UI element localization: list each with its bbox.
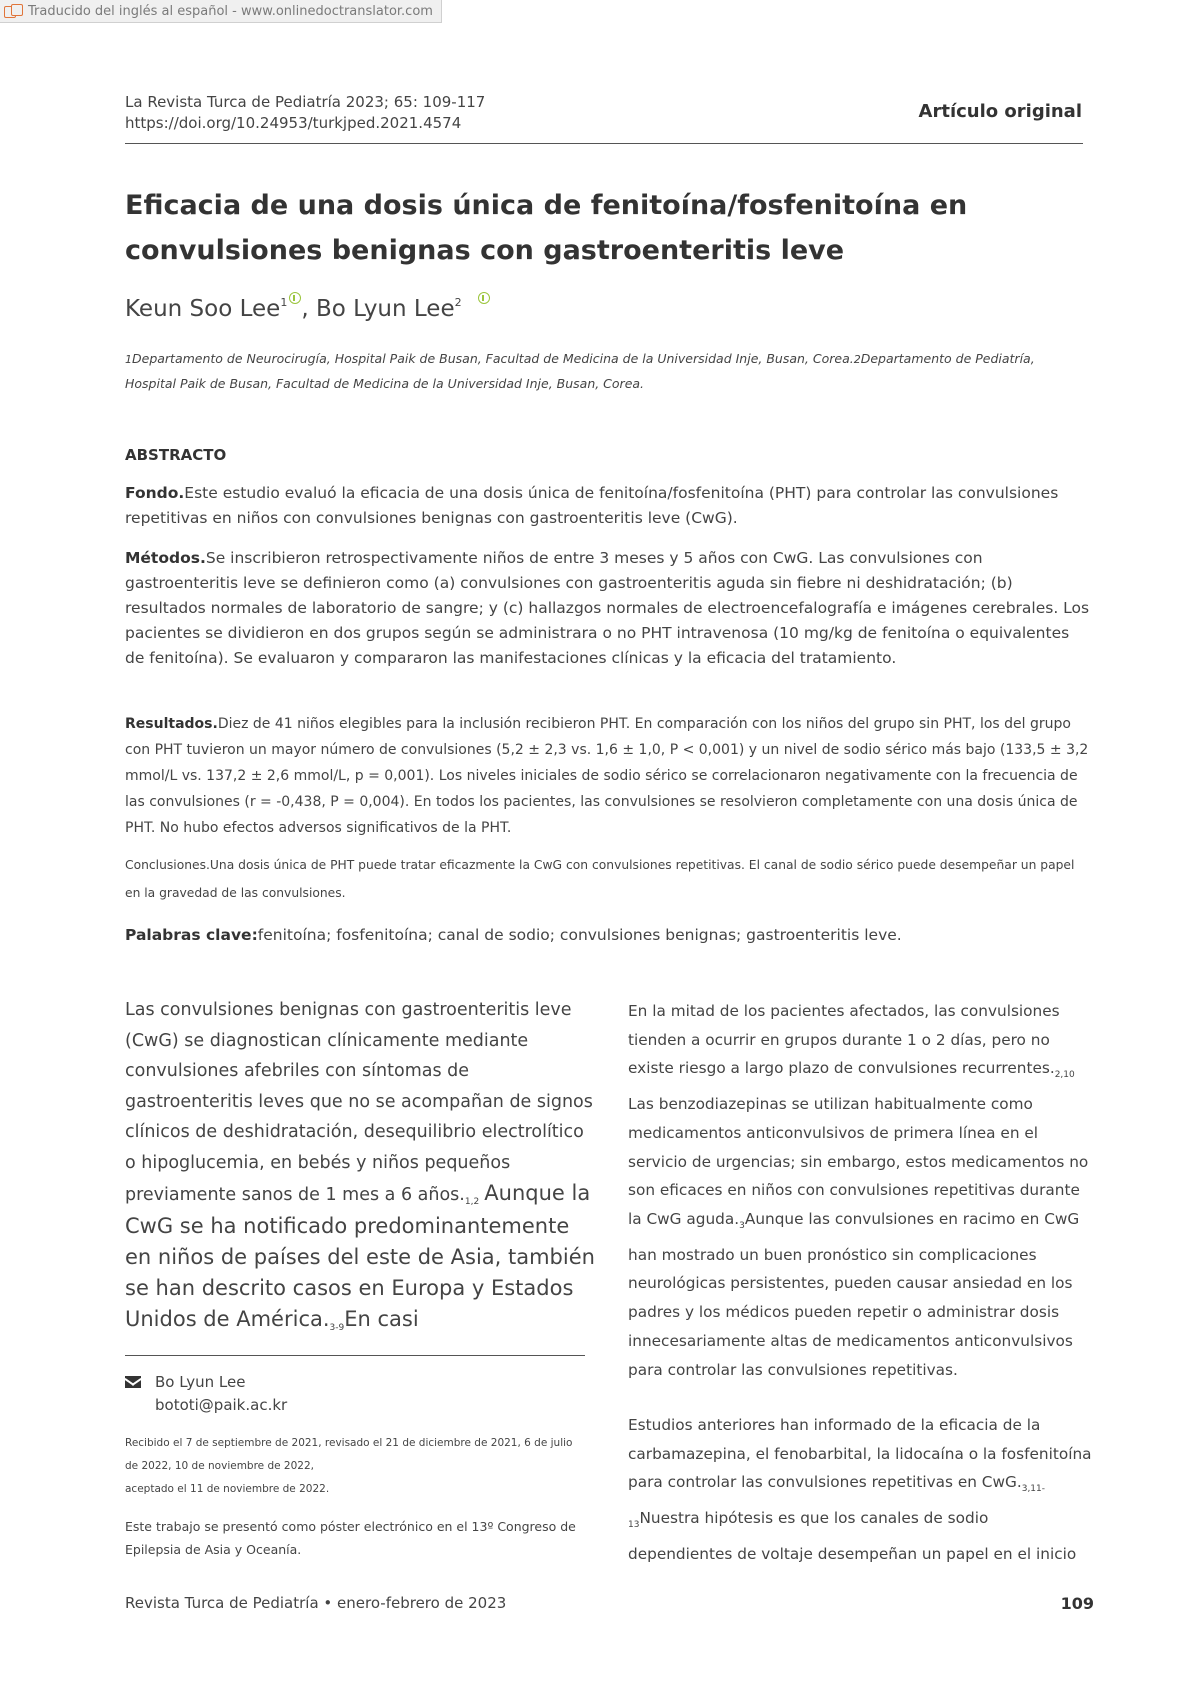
body-text: Nuestra hipótesis es que los canales de sodio dependientes de voltaje desempeñan un papel en el inicio — [628, 1509, 1077, 1563]
correspondence — [125, 1371, 287, 1417]
translate-icon — [4, 4, 24, 18]
body-text: Las convulsiones benignas con gastroenteritis leve (CwG) se diagnostican clínicamente mediante convulsiones afebriles con síntomas de gastroenteritis leves que no se acompañan de signos clínicos de deshidratación, desequilibrio electrolítico o hipoglucemia, en bebés y niños pequeños previamente sanos de 1 mes a 6 años. — [125, 1000, 593, 1205]
article-title: Eficacia de una dosis única de fenitoína/fosfenitoína en convulsiones benignas con gastroenteritis leve — [125, 190, 968, 266]
section-text: Este estudio evaluó la eficacia de una dosis única de fenitoína/fosfenitoína (PHT) para controlar las convulsiones repetitivas en niños con convulsiones benignas con gastroenteritis leve (CwG). — [125, 484, 1059, 527]
author-name: Keun Soo Lee — [125, 296, 281, 322]
section-text: Una dosis única de PHT puede tratar eficazmente la CwG con convulsiones repetitivas. El canal de sodio sérico puede desempeñar un papel en la gravedad de las convulsiones. — [125, 858, 1075, 900]
abstract-results — [125, 711, 1090, 841]
footnote-divider — [125, 1355, 585, 1356]
header-divider — [125, 143, 1083, 144]
section-label: Palabras clave: — [125, 926, 258, 944]
author-name: Bo Lyun Lee — [315, 296, 455, 322]
author-affiliation-number: 1 — [280, 296, 288, 309]
affiliation: Departamento de Pediatría, Hospital Paik de Busan, Facultad de Medicina de la Universidad Inje, Busan, Corea. — [125, 351, 1035, 391]
abstract-conclusions — [125, 851, 1090, 907]
body-text: Estudios anteriores han informado de la eficacia de la carbamazepina, el fenobarbital, la lidocaína o la fosfenitoína para controlar las convulsiones repetitivas en CwG. — [628, 1416, 1092, 1492]
reference-marker: 2,10 — [1054, 1070, 1075, 1081]
accepted-date: aceptado el 11 de noviembre de 2022. — [125, 1483, 330, 1495]
orcid-icon[interactable] — [289, 292, 301, 304]
body-text: En la mitad de los pacientes afectados, las convulsiones tienden a ocurrir en grupos durante 1 o 2 días, pero no existe riesgo a largo plazo de convulsiones recurrentes. — [628, 1002, 1060, 1078]
article-dates — [125, 1432, 585, 1501]
reference-marker: 3-9 — [329, 1322, 345, 1333]
abstract-heading: ABSTRACTO — [125, 446, 227, 464]
received-date: Recibido el 7 de septiembre de 2021, revisado el 21 de diciembre de 2021, 6 de julio de 2022, 10 de noviembre de 2022, — [125, 1437, 573, 1472]
reference-marker: 1,2 — [464, 1197, 480, 1208]
body-text: Aunque las convulsiones en racimo en CwG han mostrado un buen pronóstico sin complicaciones neurológicas persistentes, pueden causar ansiedad en los padres y los médicos pueden repetir o administrar dosis innecesariamente altas de medicamentos anticonvulsivos para controlar las convulsiones repetitivas. — [628, 1209, 1080, 1379]
orcid-icon[interactable] — [478, 292, 490, 304]
translation-banner[interactable] — [0, 0, 442, 23]
section-label: Fondo. — [125, 484, 185, 502]
section-label: Resultados. — [125, 716, 218, 732]
body-right-column-bottom — [628, 1411, 1093, 1569]
abstract-background — [125, 481, 1090, 531]
page-number: 109 — [1060, 1594, 1094, 1613]
body-right-column-top — [628, 997, 1093, 1384]
footer-journal-issue: Revista Turca de Pediatría • enero-febrero de 2023 — [125, 1594, 507, 1612]
body-text: Aunque la CwG se ha notificado predominantemente en niños de países del este de Asia, también se han descrito casos en Europa y Estados Unidos de América. — [125, 1181, 595, 1331]
section-text: Se inscribieron retrospectivamente niños de entre 3 meses y 5 años con CwG. Las convulsiones con gastroenteritis leve se definieron como (a) convulsiones con gastroenteritis aguda sin fiebre ni deshidratación; (b) resultados normales de laboratorio de sangre; y (c) hallazgos normales de electroencefalografía e imágenes cerebrales. Los pacientes se dividieron en dos grupos según se administrara o no PHT intravenosa (10 mg/kg de fenitoína o equivalentes de fenitoína). Se evaluaron y compararon las manifestaciones clínicas y la eficacia del tratamiento. — [125, 549, 1090, 667]
section-text: Diez de 41 niños elegibles para la inclusión recibieron PHT. En comparación con los niños del grupo sin PHT, los del grupo con PHT tuvieron un mayor número de convulsiones (5,2 ± 2,3 vs. 1,6 ± 1,0, P < 0,001) y un nivel de sodio sérico más bajo (133,5 ± 3,2 mmol/L vs. 137,2 ± 2,6 mmol/L, p = 0,001). Los niveles iniciales de sodio sérico se correlacionaron negativamente con la frecuencia de las convulsiones (r = -0,438, P = 0,004). En todos los pacientes, las convulsiones se resolvieron completamente con una dosis única de PHT. No hubo efectos adversos significativos de la PHT. — [125, 716, 1089, 836]
doi-link[interactable]: https://doi.org/10.24953/turkjped.2021.4574 — [125, 114, 462, 132]
journal-citation — [125, 92, 485, 134]
affiliation: Departamento de Neurocirugía, Hospital Paik de Busan, Facultad de Medicina de la Universidad Inje, Busan, Corea. — [132, 351, 854, 366]
section-label: Métodos. — [125, 549, 206, 567]
body-text: En casi — [344, 1306, 419, 1331]
keywords — [125, 923, 1090, 948]
corresponding-email[interactable]: bototi@paik.ac.kr — [155, 1396, 288, 1414]
body-text: Las benzodiazepinas se utilizan habitualmente como medicamentos anticonvulsivos de primera línea en el servicio de urgencias; sin embargo, estos medicamentos no son eficaces en niños con convulsiones repetitivas durante la CwG aguda. — [628, 1095, 1089, 1228]
mail-icon — [125, 1376, 141, 1388]
presentation-note: Este trabajo se presentó como póster electrónico en el 13º Congreso de Epilepsia de Asia y Oceanía. — [125, 1519, 576, 1557]
abstract-methods — [125, 546, 1090, 671]
affiliation-number: 2 — [853, 353, 861, 366]
reference-marker: 3 — [739, 1221, 745, 1232]
body-left-column — [125, 995, 595, 1335]
reference-marker: 3,11-13 — [628, 1484, 1046, 1531]
article-type: Artículo original — [918, 101, 1082, 122]
author-list — [125, 296, 490, 322]
section-label: Conclusiones. — [125, 858, 210, 872]
banner-text: Traducido del inglés al español - www.onlinedoctranslator.com — [28, 3, 433, 19]
affiliation-number: 1 — [125, 353, 132, 366]
keywords-text: fenitoína; fosfenitoína; canal de sodio; convulsiones benignas; gastroenteritis leve. — [257, 926, 902, 944]
affiliations — [125, 347, 1085, 396]
author-separator: , — [301, 296, 309, 322]
corresponding-author: Bo Lyun Lee — [155, 1373, 246, 1391]
journal-name: La Revista Turca de Pediatría 2023; 65: 109-117 — [125, 93, 486, 111]
author-affiliation-number: 2 — [454, 296, 462, 309]
